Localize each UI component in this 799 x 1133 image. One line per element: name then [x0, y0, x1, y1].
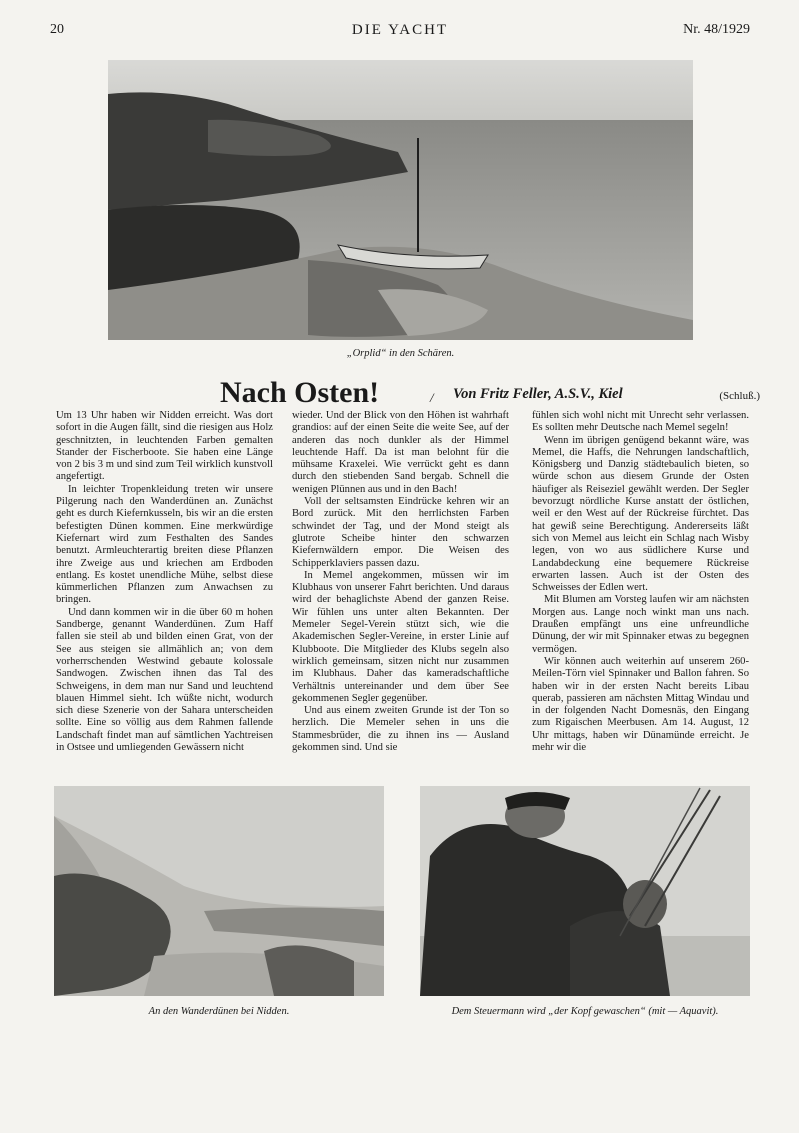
text-column-2 [292, 410, 509, 754]
text-column-1 [56, 410, 273, 754]
photo-wanderduenen [54, 786, 384, 996]
title-separator: / [430, 390, 434, 405]
paragraph: Um 13 Uhr haben wir Nidden erreicht. Was dort sofort in die Augen fällt, sind die riesigen aus Holz geschnitzten, in leuchtenden Farben gemalten Stander der Fischerboote. Sie haben eine Länge von 2 bis 3 m und sind zum Teil wirklich kunstvoll angefertigt. [56, 410, 273, 483]
paragraph: fühlen sich wohl nicht mit Unrecht sehr verlassen. Es sollten mehr Deutsche nach Memel segeln! [532, 410, 749, 434]
photo-steuermann [420, 786, 750, 996]
paragraph: Und dann kommen wir in die über 60 m hohen Sandberge, genannt Wanderdünen. Zum Haff fallen sie steil ab und bilden einen Grat, von der See aus steigen sie allmählich an; von dem vorherrschenden Westwind gebaute kolossale Sandwogen. Zwischen ihnen das Tal des Schweigens, in dem man nur Sand und leuchtend blauen Himmel sieht. Ich wüßte nicht, wodurch sich diese Szenerie von der Sahara unterscheiden sollte. Eine so völlig aus dem Rahmen fallende Landschaft findet man auf sämtlichen Yachtreisen in Ostsee und umliegenden Gewässern nicht [56, 606, 273, 754]
paragraph: Wenn im übrigen genügend bekannt wäre, was Memel, die Haffs, die Nehrungen landschaftlich, Königsberg und Danzig städtebaulich bieten, so würde schon aus diesem Grunde der Osten häufiger als Reiseziel gewählt werden. Der Segler bevorzugt nördliche Kurse anstatt der östlichen, weil er den West auf der Rückreise fürchtet. Das hat gewiß seine Berechtigung. Andererseits läßt sich von Memel aus leicht ein Schlag nach Wisby legen, von wo aus südlichere Kurse und Landabdeckung eine bequemere Rückreise erwarten lassen. Auch ist der Osten des Schweisses der Edlen wert. [532, 434, 749, 594]
page-number: 20 [50, 22, 64, 37]
text-column-3 [532, 410, 749, 754]
paragraph: Wir können auch weiterhin auf unserem 260-Meilen-Törn viel Spinnaker und Ballon fahren. So haben wir in der ersten Nacht bereits Libau querab, passieren am nächsten Mittag Windau und in der folgenden Nacht Domesnäs, den Eingang zum Rigaischen Meerbusen. Am 14. August, 12 Uhr mittags, haben wir Dünamünde erreicht. Je mehr wir die [532, 655, 749, 754]
paragraph: Voll der seltsamsten Eindrücke kehren wir an Bord zurück. Mit den herrlichsten Farben schwindet der Tag, und der Mond steigt als glutrote Scheibe hinter den schwarzen Kiefernwäldern empor. Die Weisen des Schipperklaviers passen dazu. [292, 496, 509, 569]
paragraph: wieder. Und der Blick von den Höhen ist wahrhaft grandios: auf der einen Seite die weite See, auf der anderen das noch dunkler als der Himmel leuchtende Haff. Da ist man belohnt für die mühsame Kraxelei. Wie verrückt geht es dann durch den stiebenden Sand bergab. Schnell die wenigen Plünnen aus und in den Bach! [292, 410, 509, 495]
paragraph: Mit Blumen am Vorsteg laufen wir am nächsten Morgen aus. Lange noch winkt man uns nach. Draußen empfängt uns eine unfreundliche Dünung, der wir mit Spinnaker etwas zu begegnen vermögen. [532, 594, 749, 655]
caption-wanderduenen: An den Wanderdünen bei Nidden. [148, 1006, 290, 1017]
photo-orplid-skerries [108, 60, 693, 340]
magazine-title: DIE YACHT [351, 22, 449, 38]
paragraph: Und aus einem zweiten Grunde ist der Ton so herzlich. Die Memeler sehen in uns die Stammesbrüder, die zu ihnen ins — Ausland gekommen sind. Und sie [292, 705, 509, 754]
article-header [60, 376, 760, 412]
caption-orplid: „Orplid“ in den Schären. [346, 348, 455, 359]
article-byline: Von Fritz Feller, A.S.V., Kiel [453, 386, 623, 402]
page-header [50, 22, 750, 44]
caption-steuermann: Dem Steuermann wird „der Kopf gewaschen“ (mit — Aquavit). [451, 1006, 719, 1017]
paragraph: In Memel angekommen, müssen wir im Klubhaus von unserer Fahrt berichten. Und daraus wird der behaglichste Abend der ganzen Reise. Wir fühlen uns unter alten Bekannten. Der Memeler Segel-Verein stützt sich, wie die Akademischen Segler-Vereine, in erster Linie auf Klubboote. Die Mitglieder des Klubs segeln also wirklich gemeinsam, sitzen nicht nur zusammen im Klubhaus. Daher das kameradschaftliche Verhältnis untereinander und dem über See gekommenen Segler gegenüber. [292, 569, 509, 704]
article-title: Nach Osten! [220, 376, 380, 409]
issue-number: Nr. 48/1929 [683, 22, 750, 37]
paragraph: In leichter Tropenkleidung treten wir unsere Pilgerung nach den Wanderdünen an. Zunächst geht es durch Kiefernkusseln, bis wir an die ersten befestigten Dünen kommen. Eine merkwürdige Kiefernart wird zum Festhalten des Sandes benutzt. Armleuchterartig breiten diese Pflanzen ihre Zweige aus und kriechen am Erdboden entlang. Es kostet unendliche Mühe, selbst diese kümmerlichen Pflanzen zum Anwachsen zu bringen. [56, 483, 273, 606]
conclusion-note: (Schluß.) [719, 390, 760, 402]
